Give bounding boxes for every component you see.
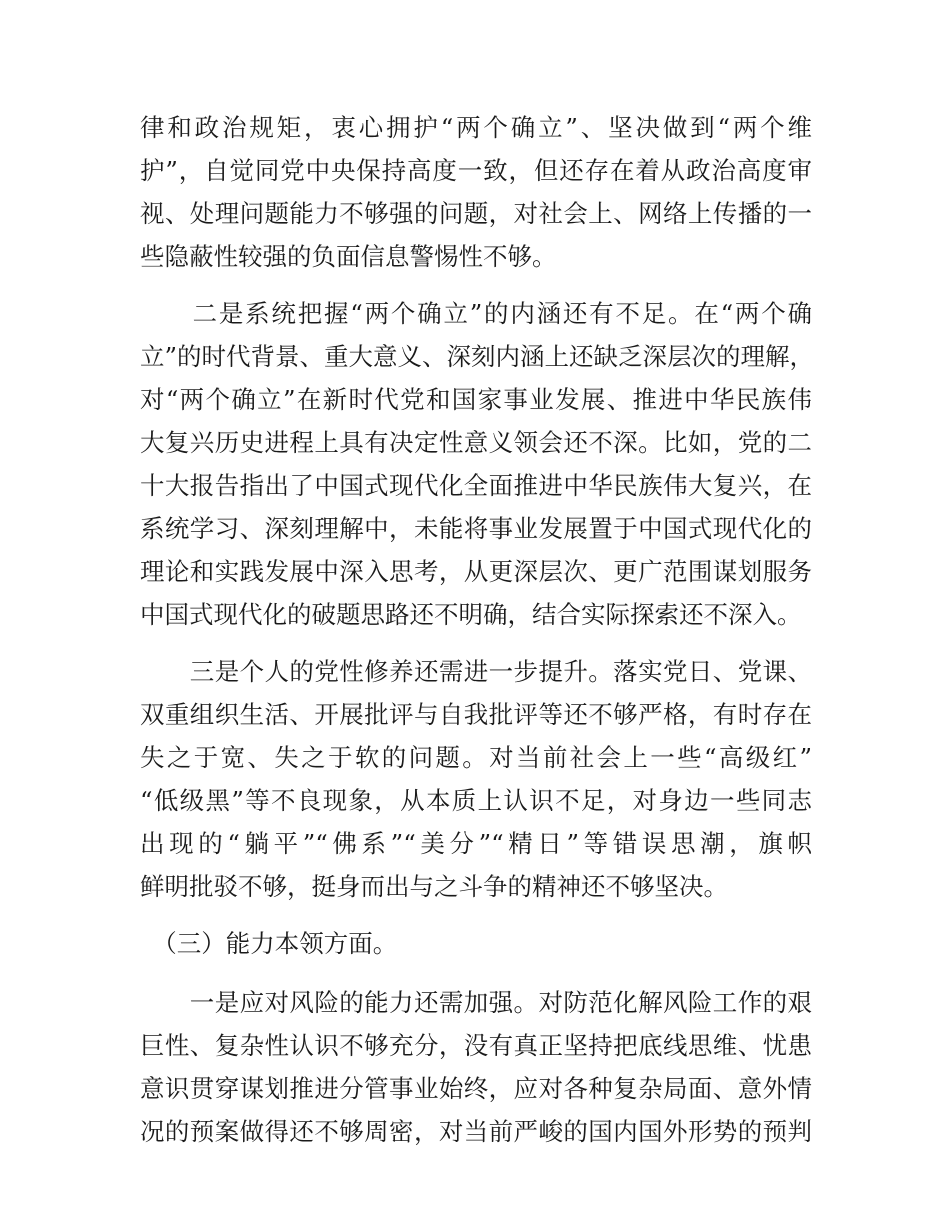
- text-line: “低级黑”等不良现象，从本质上认识不足，对身边一些同志: [140, 786, 812, 815]
- text-line: 三是个人的党性修养还需进一步提升。落实党日、党课、: [140, 657, 812, 686]
- text-line: 失之于宽、失之于软的问题。对当前社会上一些“高级红”: [140, 743, 812, 772]
- text-line: 理论和实践发展中深入思考，从更深层次、更广范围谋划服务: [140, 557, 812, 586]
- text-line: 大复兴历史进程上具有决定性意义领会还不深。比如，党的二: [140, 428, 812, 457]
- paragraph-point-three: [140, 650, 812, 908]
- text-line: 律和政治规矩，衷心拥护“两个确立”、坚决做到“两个维: [140, 113, 812, 142]
- document-page: [140, 106, 815, 1167]
- paragraph-risk-ability: [140, 981, 812, 1153]
- text-line: 双重组织生活、开展批评与自我批评等还不够严格，有时存在: [140, 700, 812, 729]
- text-line: 十大报告指出了中国式现代化全面推进中华民族伟大复兴，在: [140, 471, 812, 500]
- section-heading-text: （三）能力本领方面。: [140, 929, 398, 958]
- text-line: 况的预案做得还不够周密，对当前严峻的国内国外形势的预判: [140, 1117, 812, 1146]
- text-line: 二是系统把握“两个确立”的内涵还有不足。在“两个确: [140, 299, 812, 328]
- section-heading-ability: [140, 922, 812, 965]
- text-line: 鲜明批驳不够，挺身而出与之斗争的精神还不够坚决。: [140, 872, 728, 901]
- text-line: 些隐蔽性较强的负面信息警惕性不够。: [140, 242, 557, 271]
- text-line: 立”的时代背景、重大意义、深刻内涵上还缺乏深层次的理解，: [140, 342, 815, 371]
- text-line: 巨性、复杂性认识不够充分，没有真正坚持把底线思维、忧患: [140, 1031, 812, 1060]
- text-line: 护”，自觉同党中央保持高度一致，但还存在着从政治高度审: [140, 156, 812, 185]
- text-line: 系统学习、深刻理解中，未能将事业发展置于中国式现代化的: [140, 514, 812, 543]
- paragraph-point-two: [140, 292, 815, 636]
- text-line: 对“两个确立”在新时代党和国家事业发展、推进中华民族伟: [140, 385, 812, 414]
- paragraph-political-rules: [140, 106, 812, 278]
- text-line: 中国式现代化的破题思路还不明确，结合实际探索还不深入。: [140, 600, 802, 629]
- text-line: 视、处理问题能力不够强的问题，对社会上、网络上传播的一: [140, 199, 812, 228]
- text-line: 出现的“躺平”“佛系”“美分”“精日”等错误思潮，旗帜: [140, 829, 812, 858]
- text-line: 意识贯穿谋划推进分管事业始终，应对各种复杂局面、意外情: [140, 1074, 812, 1103]
- text-line: 一是应对风险的能力还需加强。对防范化解风险工作的艰: [140, 988, 812, 1017]
